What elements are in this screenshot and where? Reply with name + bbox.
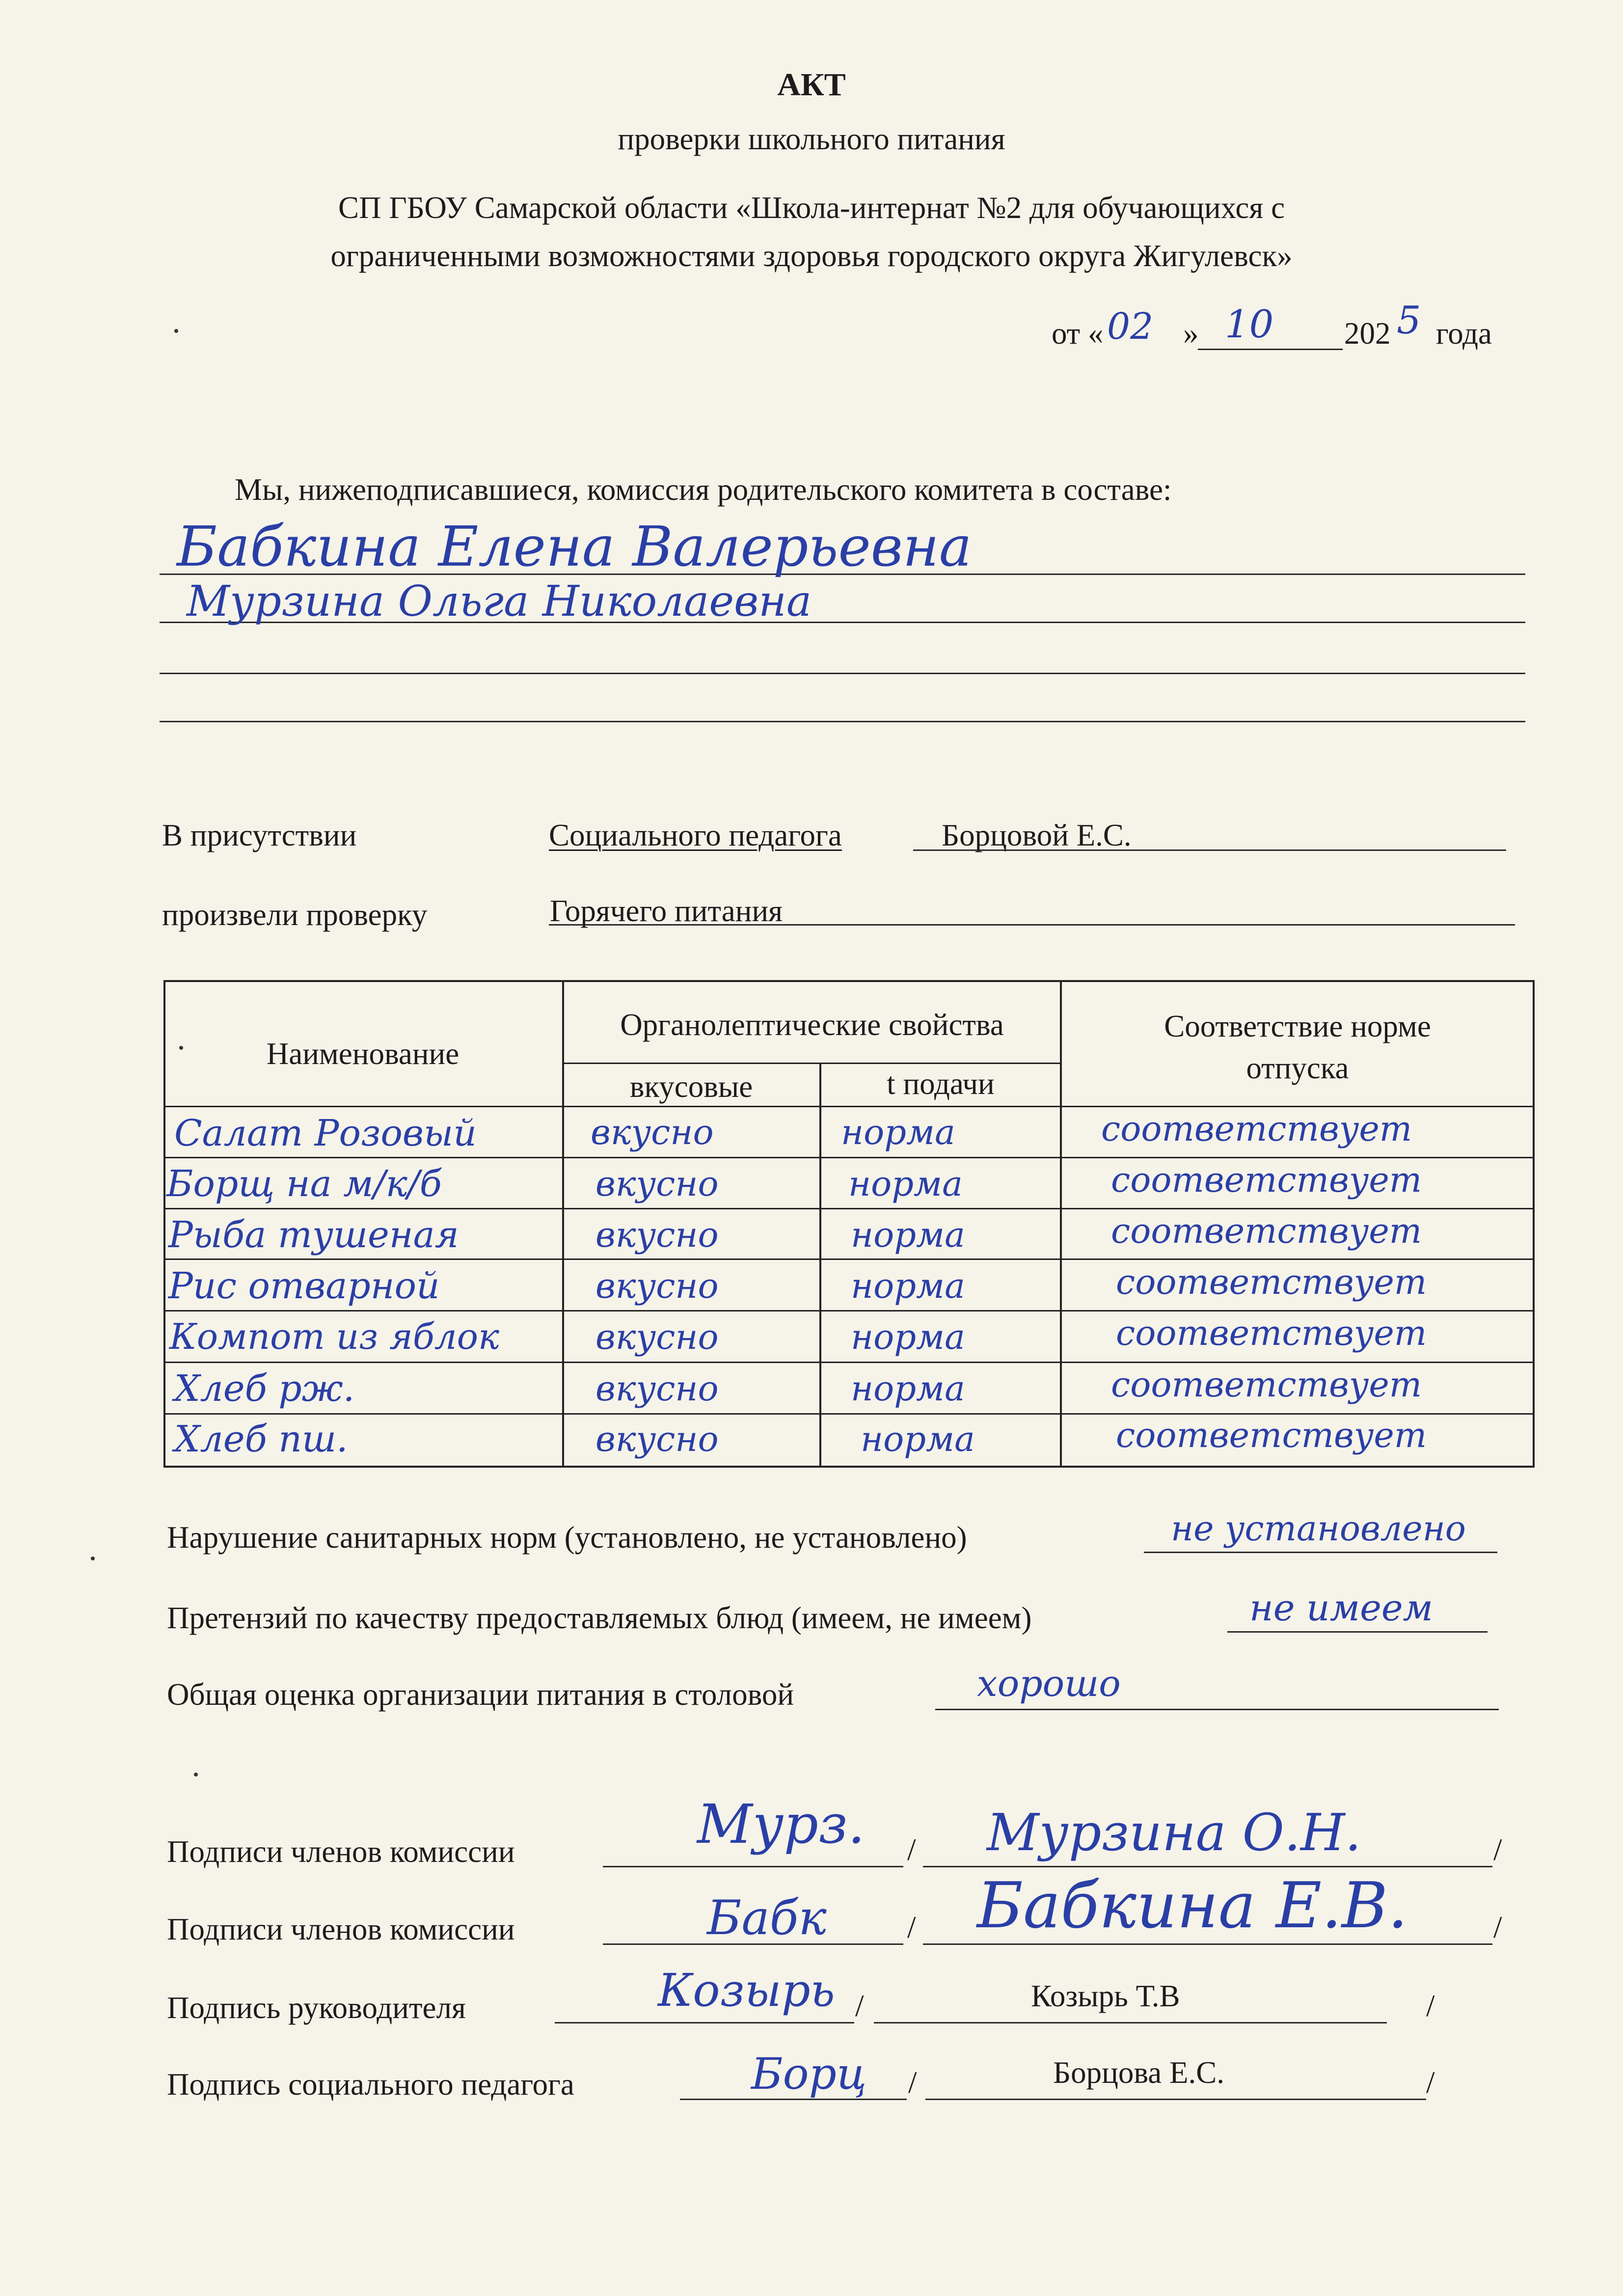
- commission-line-3: [160, 673, 1525, 674]
- member2-name-line: [923, 1943, 1492, 1945]
- member2-slash-end: /: [1493, 1910, 1502, 1944]
- sanitary-value: не установлено: [1171, 1508, 1466, 1549]
- date-mid: »: [1183, 316, 1199, 351]
- col-header-norm: Соответствие норме отпуска: [1164, 1009, 1431, 1086]
- claims-value: не имеем: [1249, 1587, 1434, 1629]
- row-2-norm: соответствует: [1111, 1160, 1422, 1200]
- col-header-taste: вкусовые: [629, 1069, 753, 1104]
- presence-value: Социального педагога: [549, 818, 842, 852]
- member2-name: Бабкина Е.В.: [977, 1869, 1408, 1942]
- row-6-taste: вкусно: [595, 1368, 719, 1409]
- col-header-temp: t подачи: [887, 1066, 995, 1101]
- overall-underline: [935, 1709, 1499, 1710]
- date-suffix: года: [1436, 316, 1492, 351]
- row-4-norm: соответствует: [1116, 1262, 1427, 1302]
- row-1-name: Салат Розовый: [174, 1112, 477, 1154]
- presence-label: В присутствии: [162, 818, 357, 852]
- date-year-handwritten: 5: [1397, 299, 1421, 343]
- row-3-taste: вкусно: [595, 1215, 719, 1255]
- row-5-taste: вкусно: [595, 1317, 719, 1357]
- head-sign-line: [555, 2022, 854, 2023]
- sanitary-label: Нарушение санитарных норм (установлено, не установлено): [167, 1520, 967, 1555]
- presence-name: Борцовой Е.С.: [942, 818, 1132, 852]
- member1-name: Мурзина О.Н.: [987, 1803, 1361, 1862]
- row-7-temp: норма: [861, 1419, 975, 1459]
- overall-label: Общая оценка организации питания в столовой: [167, 1677, 794, 1712]
- member1-slash-end: /: [1493, 1832, 1502, 1867]
- col-header-name: Наименование: [266, 1037, 460, 1071]
- row-4-name: Рис отварной: [168, 1265, 440, 1307]
- paper-speck: [179, 1046, 183, 1050]
- date-day: 02: [1107, 305, 1154, 348]
- members-sign-label-2: Подписи членов комиссии: [167, 1912, 515, 1946]
- row-6-name: Хлеб рж.: [174, 1367, 355, 1410]
- sanitary-underline: [1144, 1552, 1497, 1553]
- row-2-taste: вкусно: [595, 1164, 719, 1204]
- row-4-taste: вкусно: [595, 1266, 719, 1306]
- paper-speck: [194, 1773, 198, 1777]
- menu-table: [163, 980, 1535, 1468]
- row-4-temp: норма: [851, 1266, 965, 1306]
- member1-sign-line: [603, 1866, 903, 1867]
- member1-name-line: [923, 1866, 1492, 1867]
- organization-line-1: СП ГБОУ Самарской области «Школа-интернат №2 для обучающихся с: [338, 191, 1285, 225]
- social-slash: /: [908, 2065, 917, 2100]
- row-7-name: Хлеб пш.: [174, 1418, 348, 1460]
- row-1-norm: соответствует: [1101, 1109, 1412, 1149]
- head-slash-end: /: [1426, 1989, 1435, 2023]
- member1-signature: Мурз.: [697, 1793, 865, 1856]
- claims-underline: [1227, 1631, 1488, 1633]
- head-sign-label: Подпись руководителя: [167, 1991, 466, 2025]
- organization-line-2: ограниченными возможностями здоровья городского округа Жигулевск»: [330, 239, 1293, 273]
- date-prefix: от «: [1052, 316, 1104, 351]
- presence-underline: [913, 849, 1506, 851]
- document-title: АКТ: [777, 67, 846, 103]
- head-slash: /: [855, 1989, 864, 2023]
- date-year: 202: [1344, 316, 1391, 351]
- inspection-label: произвели проверку: [162, 898, 428, 932]
- row-7-taste: вкусно: [595, 1419, 719, 1459]
- inspection-value: Горячего питания: [550, 894, 783, 928]
- member2-slash: /: [907, 1910, 916, 1944]
- row-7-norm: соответствует: [1116, 1415, 1427, 1455]
- row-6-temp: норма: [851, 1368, 965, 1409]
- paper-speck: [91, 1557, 95, 1560]
- commission-member-2: Мурзина Ольга Николаевна: [187, 577, 812, 626]
- document-subtitle: проверки школьного питания: [618, 122, 1005, 156]
- row-2-temp: норма: [848, 1164, 963, 1204]
- row-6-norm: соответствует: [1111, 1365, 1422, 1405]
- members-sign-label-1: Подписи членов комиссии: [167, 1834, 515, 1869]
- col-header-organoleptic: Органолептические свойства: [620, 1008, 1004, 1042]
- social-slash-end: /: [1426, 2065, 1435, 2100]
- head-signature: Козырь: [658, 1964, 835, 2017]
- claims-label: Претензий по качеству предоставляемых блюд (имеем, не имеем): [167, 1601, 1032, 1635]
- head-name-line: [874, 2022, 1387, 2023]
- row-5-norm: соответствует: [1116, 1313, 1427, 1353]
- row-2-name: Борщ на м/к/б: [166, 1163, 442, 1205]
- member1-slash: /: [907, 1832, 916, 1867]
- social-name-line: [925, 2099, 1426, 2100]
- social-sign-label: Подпись социального педагога: [167, 2067, 574, 2102]
- row-5-name: Компот из яблок: [169, 1316, 499, 1357]
- row-1-temp: норма: [841, 1112, 955, 1152]
- paper-speck: [174, 329, 178, 333]
- row-5-temp: норма: [851, 1317, 965, 1357]
- overall-value: хорошо: [977, 1663, 1121, 1705]
- row-1-taste: вкусно: [591, 1112, 714, 1152]
- inspection-underline: [549, 924, 1515, 926]
- row-3-temp: норма: [851, 1215, 965, 1255]
- head-name: Козырь Т.В: [1031, 1979, 1180, 2013]
- row-3-norm: соответствует: [1111, 1211, 1422, 1251]
- commission-intro: Мы, нижеподписавшиеся, комиссия родительского комитета в составе:: [235, 472, 1172, 507]
- member2-signature: Бабк: [707, 1890, 827, 1945]
- social-signature: Борц: [751, 2049, 867, 2099]
- commission-line-4: [160, 721, 1525, 722]
- row-3-name: Рыба тушеная: [168, 1214, 459, 1256]
- commission-member-1: Бабкина Елена Валерьевна: [177, 515, 972, 579]
- date-month: 10: [1225, 302, 1274, 347]
- social-name: Борцова Е.С.: [1053, 2055, 1225, 2090]
- date-month-underline: [1198, 349, 1343, 350]
